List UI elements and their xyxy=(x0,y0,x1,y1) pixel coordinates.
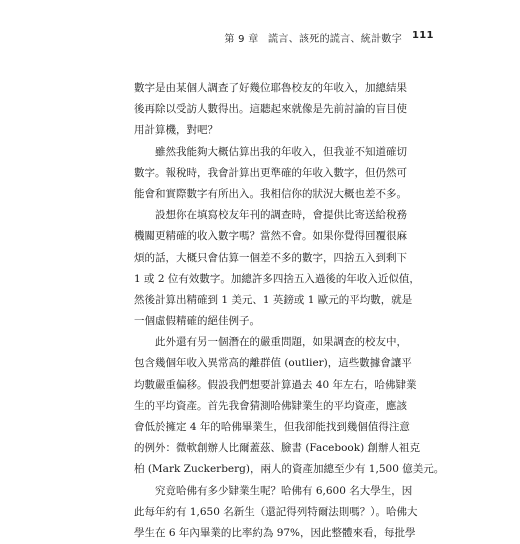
chapter-title: 謊言、該死的謊言、統計數字 xyxy=(268,34,402,45)
running-header xyxy=(224,30,434,45)
text-line: 數字。報稅時，我會計算出更準確的年收入數字，但仍然可 xyxy=(134,166,407,179)
text-line: 包含幾個年收入異常高的離群值 (outlier)，這些數據會讓平 xyxy=(134,357,412,370)
text-line: 用計算機，對吧？ xyxy=(134,124,218,137)
text-line: 會低於擁定 4 年的哈佛畢業生，但我卻能找到幾個值得注意 xyxy=(134,421,410,433)
text-line: 機關更精確的收入數字嗎？當然不會。如果你覺得回覆很麻 xyxy=(134,230,407,243)
text-line: 然後計算出精確到 1 美元、1 英鎊或 1 歐元的平均數，就是 xyxy=(134,293,413,306)
text-line: 的例外：微軟創辦人比爾蓋茲、臉書 (Facebook) 創辦人祖克 xyxy=(134,442,421,455)
text-line: 1 或 2 位有效數字。加總許多四捨五入過後的年收入近似值， xyxy=(134,272,420,285)
text-line: 學生在 6 年內畢業的比率約為 97%，因此整體來看，每批學 xyxy=(134,526,416,539)
text-line: 設想你在填寫校友年刊的調查時，會提供比寄送給稅務 xyxy=(155,209,407,222)
text-line: 究竟哈佛有多少肄業生呢？哈佛有 6,600 名大學生，因 xyxy=(155,484,413,497)
text-line: 煩的話，大概只會估算一個差不多的數字，四捨五入到剩下 xyxy=(134,251,407,264)
text-line: 此每年約有 1,650 名新生（還記得列特爾法則嗎？）。哈佛大 xyxy=(134,505,418,518)
text-line: 數字是由某個人調查了好幾位耶魯校友的年收入，加總結果 xyxy=(134,82,407,94)
text-line: 均數嚴重偏移。假設我們想要計算過去 40 年左右，哈佛肄業 xyxy=(134,378,417,391)
page-number: 111 xyxy=(412,30,434,41)
text-line: 生的平均資產。首先我會猜測哈佛肄業生的平均資產，應該 xyxy=(134,399,407,412)
text-line: 此外還有另一個潛在的嚴重問題，如果調查的校友中， xyxy=(155,336,407,349)
text-line: 一個虛假精確的絕佳例子。 xyxy=(134,315,260,328)
text-line: 雖然我能夠大概估算出我的年收入，但我並不知道確切 xyxy=(155,145,407,158)
text-line: 能會和實際數字有所出入。我相信你的狀況大概也差不多。 xyxy=(134,187,407,200)
text-line: 後再除以受訪人數得出。這聽起來就像是先前討論的盲目使 xyxy=(134,103,407,116)
body-text xyxy=(134,78,445,544)
text-line: 柏 (Mark Zuckerberg)，兩人的資產加總至少有 1,500 億美元。 xyxy=(134,463,445,476)
chapter-label: 第 9 章 xyxy=(224,34,259,45)
